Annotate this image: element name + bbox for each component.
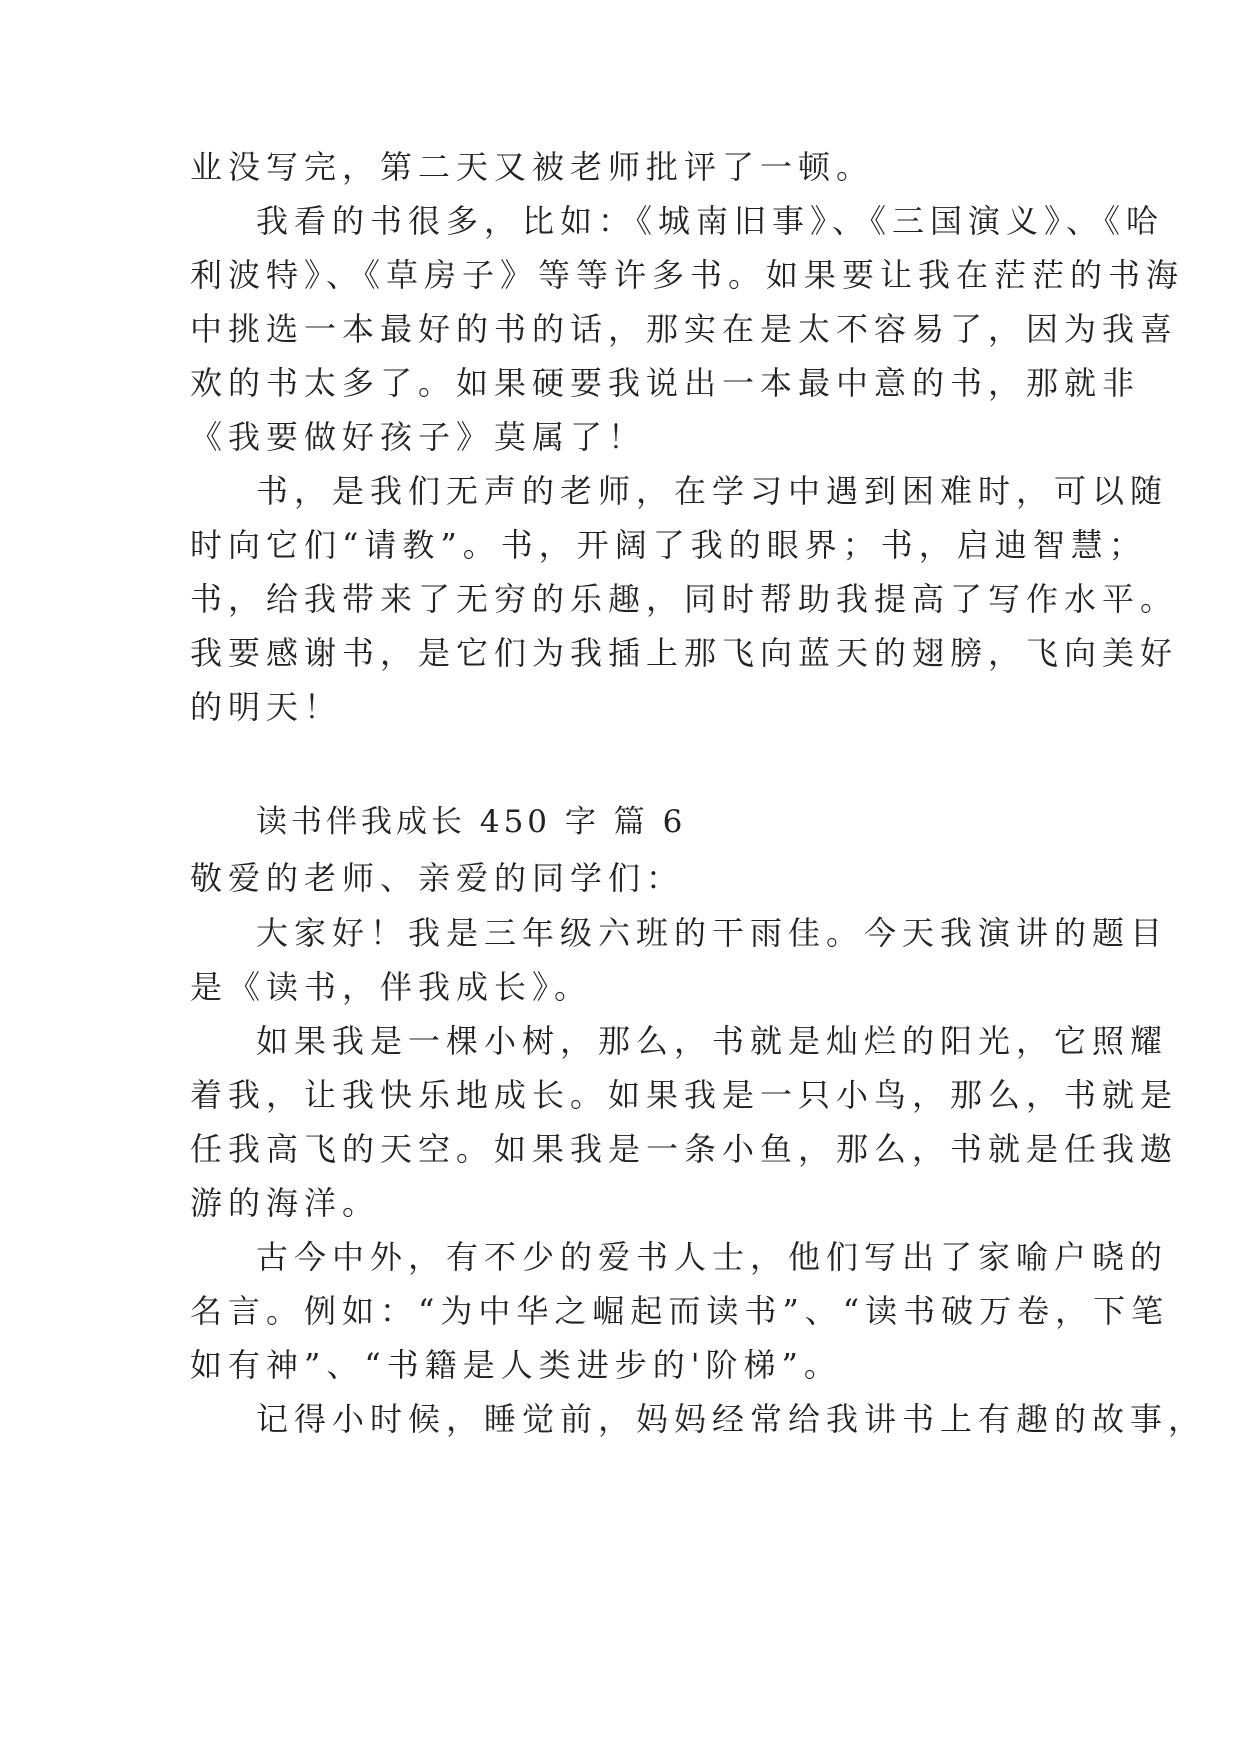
salutation-line: 敬爱的老师、亲爱的同学们： [190, 859, 685, 897]
paragraph-line: 我要感谢书，是它们为我插上那飞向蓝天的翅膀，飞向美好 [190, 634, 1179, 672]
paragraph-line: 着我，让我快乐地成长。如果我是一只小鸟，那么，书就是 [190, 1076, 1179, 1114]
paragraph-line: 书，给我带来了无穷的乐趣，同时帮助我提高了写作水平。 [190, 580, 1179, 618]
paragraph-line: 记得小时候，睡觉前，妈妈经常给我讲书上有趣的故事， [256, 1400, 1207, 1438]
paragraph-line: 我看的书很多，比如：《城南旧事》、《三国演义》、《哈 [256, 202, 1165, 240]
paragraph-line: 游的海洋。 [190, 1184, 381, 1222]
paragraph-line: 书，是我们无声的老师，在学习中遇到困难时，可以随 [256, 472, 1169, 510]
paragraph-line: 大家好！我是三年级六班的干雨佳。今天我演讲的题目 [256, 914, 1169, 952]
paragraph-line: 业没写完，第二天又被老师批评了一顿。 [190, 148, 875, 186]
paragraph-line: 利波特》、《草房子》等等许多书。如果要让我在茫茫的书海 [190, 256, 1185, 294]
paragraph-line: 时向它们“请教”。书，开阔了我的眼界；书，启迪智慧； [190, 526, 1147, 564]
paragraph-line: 名言。例如：“为中华之崛起而读书”、“读书破万卷，下笔 [190, 1292, 1170, 1330]
document-page [190, 0, 1207, 1754]
section-heading: 读书伴我成长 450 字 篇 6 [256, 804, 687, 840]
paragraph-line: 古今中外，有不少的爱书人士，他们写出了家喻户晓的 [256, 1238, 1169, 1276]
paragraph-line: 《我要做好孩子》莫属了！ [190, 418, 647, 456]
paragraph-line: 欢的书太多了。如果硬要我说出一本最中意的书，那就非 [190, 364, 1141, 402]
paragraph-line: 如有神”、“书籍是人类进步的'阶梯”。 [190, 1346, 842, 1384]
paragraph-line: 中挑选一本最好的书的话，那实在是太不容易了，因为我喜 [190, 310, 1179, 348]
paragraph-line: 如果我是一棵小树，那么，书就是灿烂的阳光，它照耀 [256, 1022, 1169, 1060]
paragraph-line: 任我高飞的天空。如果我是一条小鱼，那么，书就是任我遨 [190, 1130, 1179, 1168]
paragraph-line: 的明天！ [190, 688, 343, 726]
paragraph-line: 是《读书，伴我成长》。 [190, 968, 593, 1006]
